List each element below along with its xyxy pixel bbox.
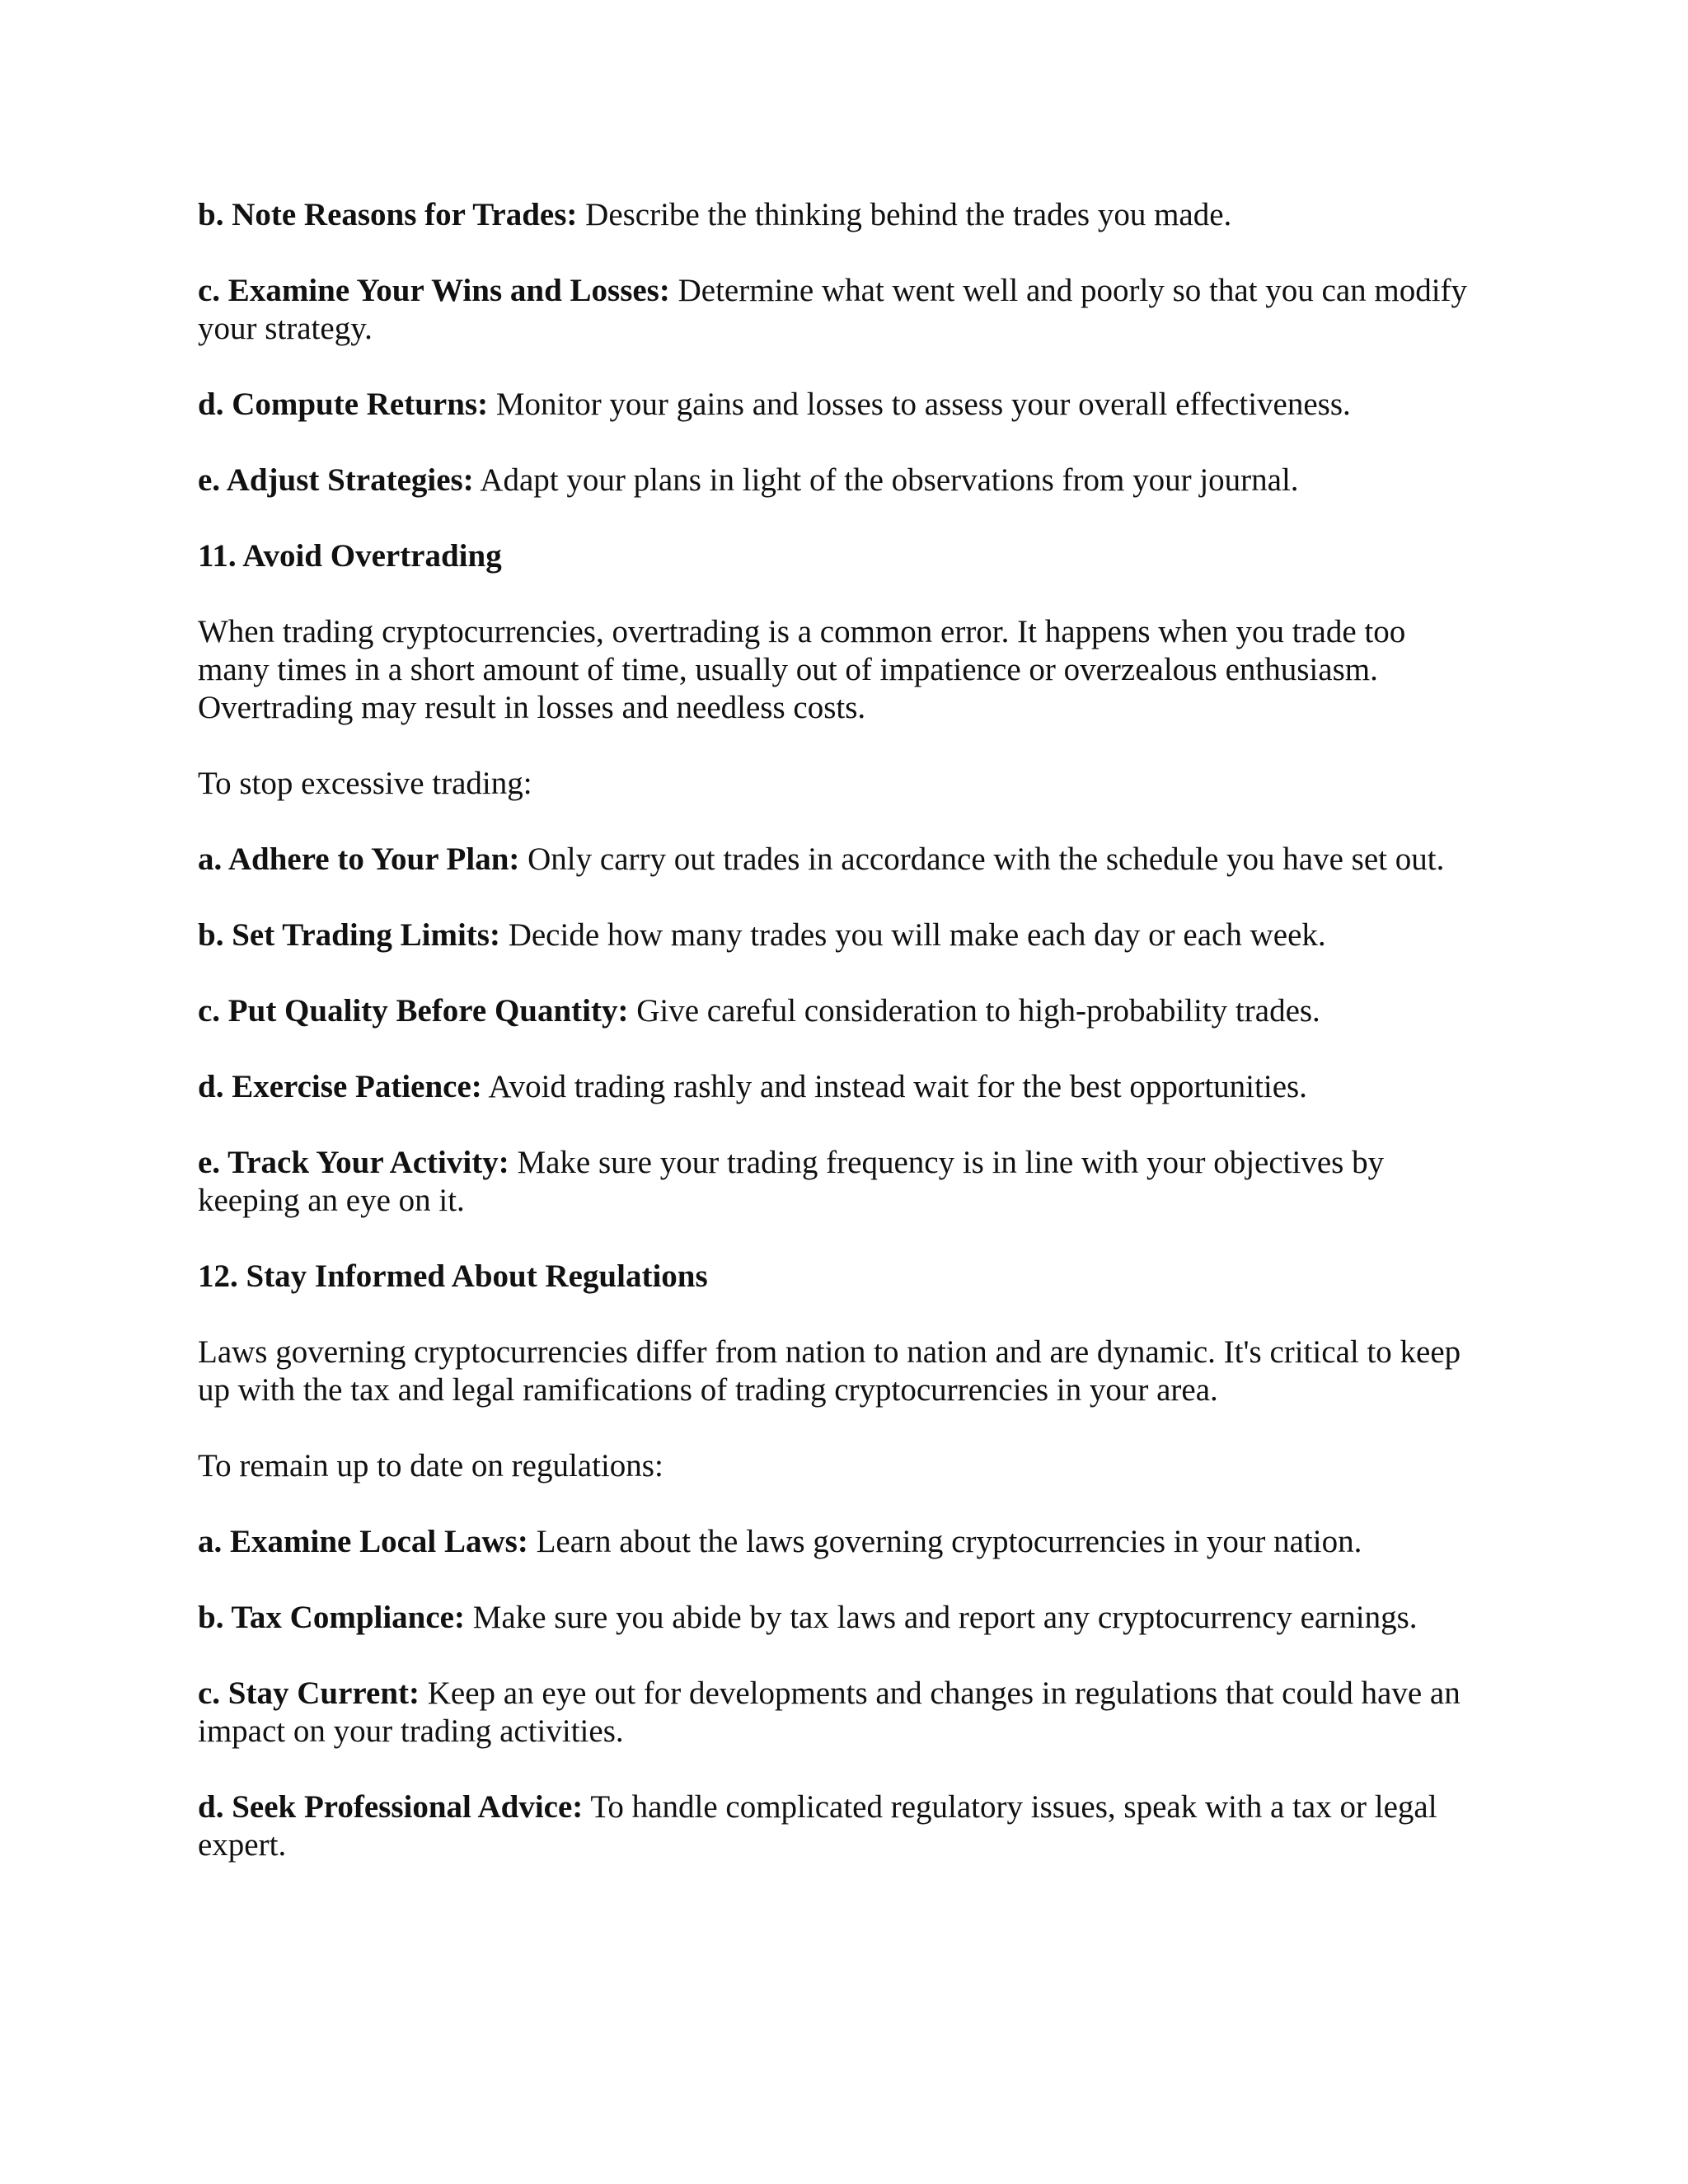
section-intro-regulations: Laws governing cryptocurrencies differ from nation to nation and are dynamic. It's critical to keep up with the tax and legal ramifications of trading cryptocurrencies in your area. xyxy=(198,1334,1461,1408)
item-label: e. Track Your Activity: xyxy=(198,1145,509,1180)
item-label: d. Exercise Patience: xyxy=(198,1069,482,1104)
item-label: b. Set Trading Limits: xyxy=(198,917,500,953)
list-item xyxy=(198,1523,1484,1561)
list-item xyxy=(198,462,1484,499)
list-item xyxy=(198,1599,1484,1637)
item-text: Learn about the laws governing cryptocurrencies in your nation. xyxy=(528,1524,1362,1559)
list-item xyxy=(198,386,1484,424)
list-item xyxy=(198,992,1484,1030)
item-label: c. Examine Your Wins and Losses: xyxy=(198,273,670,308)
list-item xyxy=(198,196,1484,234)
list-item xyxy=(198,272,1484,348)
item-text: Only carry out trades in accordance with the schedule you have set out. xyxy=(519,841,1445,877)
item-label: b. Tax Compliance: xyxy=(198,1600,465,1635)
section-intro-overtrading: When trading cryptocurrencies, overtrading is a common error. It happens when you trade too many times in a short amount of time, usually out of impatience or overzealous enthusiasm. Overtrading may result in losses and needless costs. xyxy=(198,614,1406,725)
list-item xyxy=(198,1788,1484,1864)
section-heading-overtrading: 11. Avoid Overtrading xyxy=(198,538,502,574)
list-item xyxy=(198,1068,1484,1106)
item-text: Make sure your trading frequency is in line with your objectives by keeping an eye on it. xyxy=(198,1145,1385,1218)
section-lead-regulations: To remain up to date on regulations: xyxy=(198,1448,663,1483)
list-item xyxy=(198,916,1484,954)
item-text: Give careful consideration to high-probability trades. xyxy=(628,993,1320,1029)
item-text: Adapt your plans in light of the observations from your journal. xyxy=(473,462,1299,498)
item-text: Keep an eye out for developments and changes in regulations that could have an impact on your trading activities. xyxy=(198,1675,1461,1749)
item-label: e. Adjust Strategies: xyxy=(198,462,474,498)
item-text: Decide how many trades you will make each day or each week. xyxy=(499,917,1326,953)
section-lead-overtrading: To stop excessive trading: xyxy=(198,766,532,801)
item-label: d. Seek Professional Advice: xyxy=(198,1789,584,1825)
section-heading-regulations: 12. Stay Informed About Regulations xyxy=(198,1258,708,1294)
item-text: Describe the thinking behind the trades you made. xyxy=(577,197,1232,232)
item-label: a. Examine Local Laws: xyxy=(198,1524,528,1559)
list-item xyxy=(198,841,1484,879)
item-label: a. Adhere to Your Plan: xyxy=(198,841,520,877)
list-item xyxy=(198,1675,1484,1750)
item-label: c. Stay Current: xyxy=(198,1675,420,1711)
item-label: d. Compute Returns: xyxy=(198,387,489,422)
item-text: Avoid trading rashly and instead wait for the best opportunities. xyxy=(481,1069,1307,1104)
document-body xyxy=(198,196,1484,1902)
list-item xyxy=(198,1144,1484,1220)
item-text: Determine what went well and poorly so that you can modify your strategy. xyxy=(198,273,1468,346)
item-text: Monitor your gains and losses to assess your overall effectiveness. xyxy=(488,387,1351,422)
item-label: b. Note Reasons for Trades: xyxy=(198,197,578,232)
item-label: c. Put Quality Before Quantity: xyxy=(198,993,629,1029)
item-text: Make sure you abide by tax laws and report any cryptocurrency earnings. xyxy=(464,1600,1418,1635)
item-text: To handle complicated regulatory issues, speak with a tax or legal expert. xyxy=(198,1789,1437,1863)
